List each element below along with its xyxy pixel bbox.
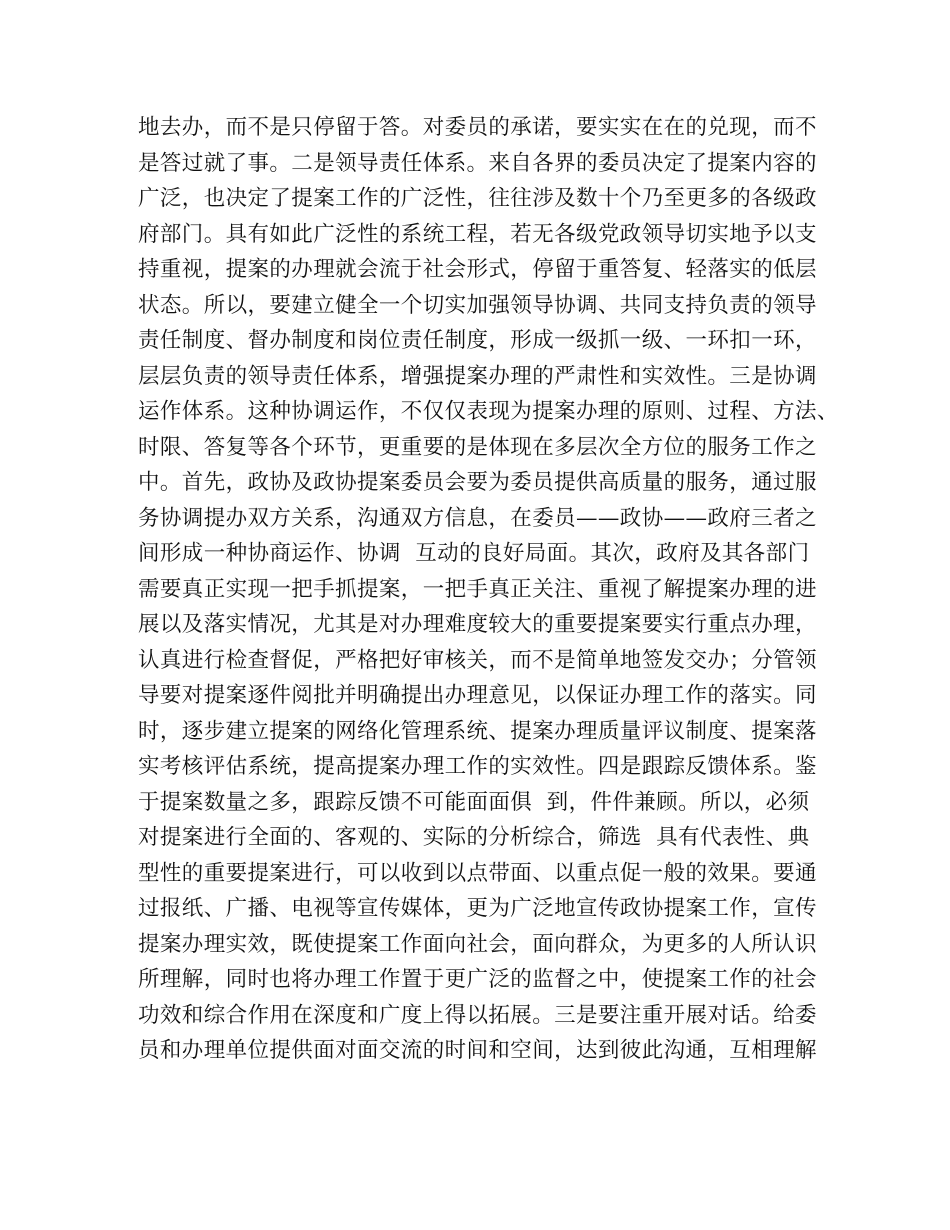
text-line-10: 时限、答复等各个环节，更重要的是体现在多层次全方位的服务工作之 [138,434,817,460]
text-line-13: 间形成一种协商运作、协调 互动的良好局面。其次，政府及其各部门 [138,541,810,566]
text-line-7: 责任制度、督办制度和岗位责任制度，形成一级抓一级、一环扣一环， [138,328,817,353]
text-line-19: 实考核评估系统，提高提案办理工作的实效性。四是跟踪反馈体系。鉴 [138,754,817,779]
text-line-1: 地去办，而不是只停留于答。对委员的承诺，要实实在在的兑现，而不 [138,115,817,140]
text-line-24: 提案办理实效，既使提案工作面向社会，面向群众，为更多的人所认识 [138,931,817,957]
text-line-23: 过报纸、广播、电视等宣传媒体，更为广泛地宣传政协提案工作，宣传 [138,896,817,921]
text-line-11: 中。首先，政协及政协提案委员会要为委员提供高质量的服务，通过服 [138,470,817,495]
text-line-2: 是答过就了事。二是领导责任体系。来自各界的委员决定了提案内容的 [138,150,817,176]
text-line-22: 型性的重要提案进行，可以收到以点带面、以重点促一般的效果。要通 [138,860,817,886]
text-line-16: 认真进行检查督促，严格把好审核关，而不是简单地签发交办；分管领 [138,647,817,673]
text-line-25: 所理解，同时也将办理工作置于更广泛的监督之中，使提案工作的社会 [138,967,817,992]
text-line-3: 广泛，也决定了提案工作的广泛性，往往涉及数十个乃至更多的各级政 [138,186,817,211]
text-line-15: 展以及落实情况，尤其是对办理难度较大的重要提案要实行重点办理， [138,612,817,637]
text-line-27: 员和办理单位提供面对面交流的时间和空间，达到彼此沟通，互相理解 [138,1038,817,1063]
text-line-26: 功效和综合作用在深度和广度上得以拓展。三是要注重开展对话。给委 [138,1002,817,1028]
text-line-17: 导要对提案逐件阅批并明确提出办理意见，以保证办理工作的落实。同 [138,683,817,708]
text-line-5: 持重视，提案的办理就会流于社会形式，停留于重答复、轻落实的低层 [138,257,817,282]
text-line-14: 需要真正实现一把手抓提案，一把手真正关注、重视了解提案办理的进 [138,576,817,602]
text-line-8: 层层负责的领导责任体系，增强提案办理的严肃性和实效性。三是协调 [138,363,817,389]
text-line-4: 府部门。具有如此广泛性的系统工程，若无各级党政领导切实地予以支 [138,221,817,247]
text-line-18: 时，逐步建立提案的网络化管理系统、提案办理质量评议制度、提案落 [138,718,817,744]
text-line-6: 状态。所以，要建立健全一个切实加强领导协调、共同支持负责的领导 [138,292,817,318]
text-line-20: 于提案数量之多，跟踪反馈不可能面面俱 到，件件兼顾。所以，必须 [138,789,810,815]
text-line-12: 务协调提办双方关系，沟通双方信息，在委员——政协——政府三者之 [138,505,817,531]
body-text [138,110,839,1069]
text-line-9: 运作体系。这种协调运作，不仅仅表现为提案办理的原则、过程、方法、 [138,399,839,424]
text-line-21: 对提案进行全面的、客观的、实际的分析综合，筛选 具有代表性、典 [138,825,810,850]
